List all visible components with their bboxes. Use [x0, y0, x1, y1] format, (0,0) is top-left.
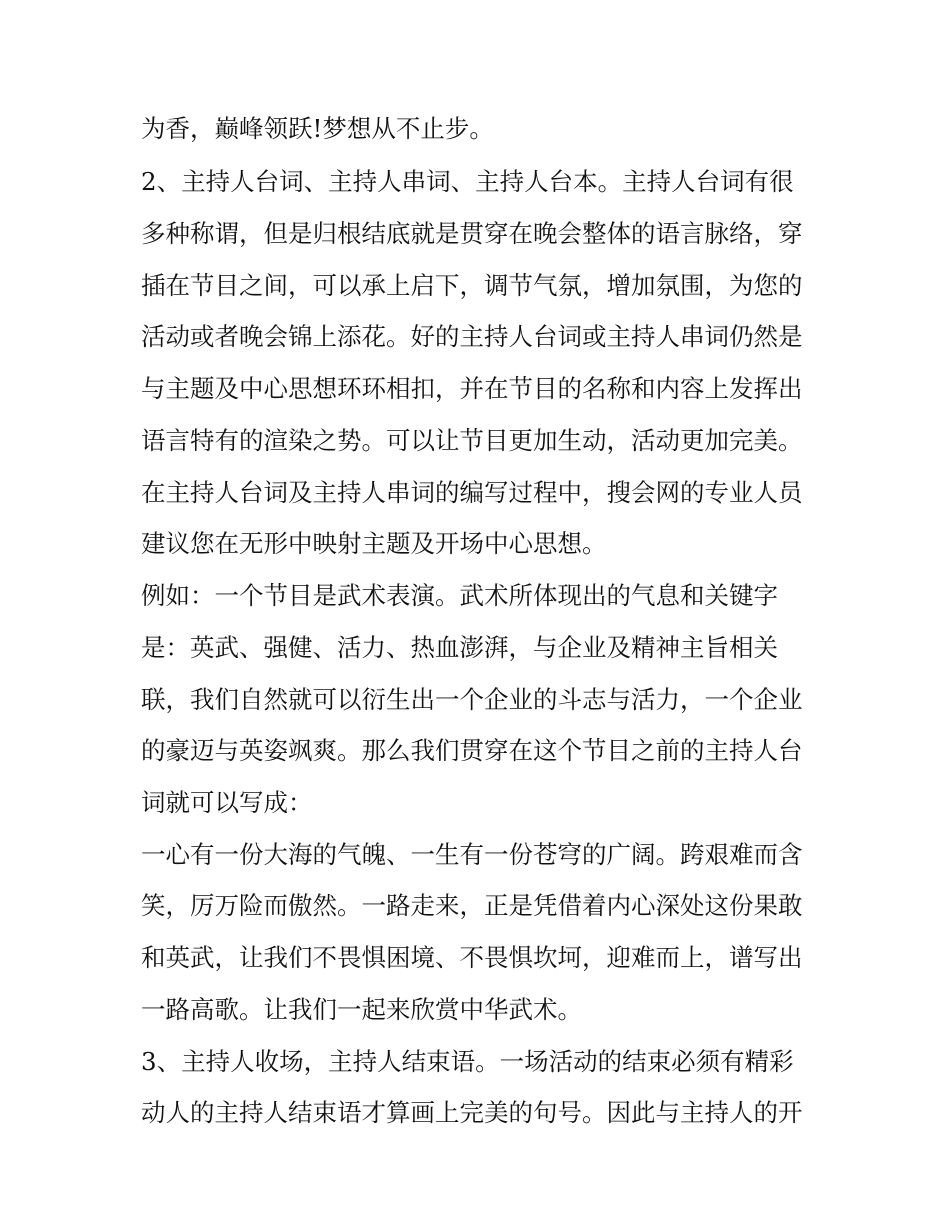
- text-line: 多种称谓，但是归根结底就是贯穿在晚会整体的语言脉络，穿: [141, 219, 803, 248]
- text-line: 3、主持人收场，主持人结束语。一场活动的结束必须有精彩: [141, 1047, 794, 1076]
- text-line: 词就可以写成：: [141, 788, 313, 817]
- text-line: 动人的主持人结束语才算画上完美的句号。因此与主持人的开: [141, 1098, 803, 1127]
- text-line: 一路高歌。让我们一起来欣赏中华武术。: [141, 995, 582, 1024]
- text-line: 插在节目之间，可以承上启下，调节气氛，增加氛围，为您的: [141, 271, 803, 300]
- text-line: 语言特有的渲染之势。可以让节目更加生动，活动更加完美。: [141, 426, 803, 455]
- text-line: 为香，巅峰领跃!梦想从不止步。: [141, 114, 494, 143]
- text-line: 在主持人台词及主持人串词的编写过程中，搜会网的专业人员: [141, 478, 803, 507]
- text-line: 笑，厉万险而傲然。一路走来，正是凭借着内心深处这份果敢: [141, 891, 803, 920]
- text-line: 建议您在无形中映射主题及开场中心思想。: [141, 529, 607, 558]
- text-line: 例如：一个节目是武术表演。武术所体现出的气息和关键字: [141, 581, 778, 610]
- text-line: 的豪迈与英姿飒爽。那么我们贯穿在这个节目之前的主持人台: [141, 736, 803, 765]
- text-line: 2、主持人台词、主持人串词、主持人台本。主持人台词有很: [141, 167, 794, 196]
- text-line: 联，我们自然就可以衍生出一个企业的斗志与活力，一个企业: [141, 685, 803, 714]
- text-line: 是：英武、强健、活力、热血澎湃，与企业及精神主旨相关: [141, 633, 778, 662]
- text-line: 活动或者晚会锦上添花。好的主持人台词或主持人串词仍然是: [141, 322, 803, 351]
- text-line: 和英武，让我们不畏惧困境、不畏惧坎坷，迎难而上，谱写出: [141, 943, 803, 972]
- text-line: 与主题及中心思想环环相扣，并在节目的名称和内容上发挥出: [141, 374, 803, 403]
- text-line: 一心有一份大海的气魄、一生有一份苍穹的广阔。跨艰难而含: [141, 840, 803, 869]
